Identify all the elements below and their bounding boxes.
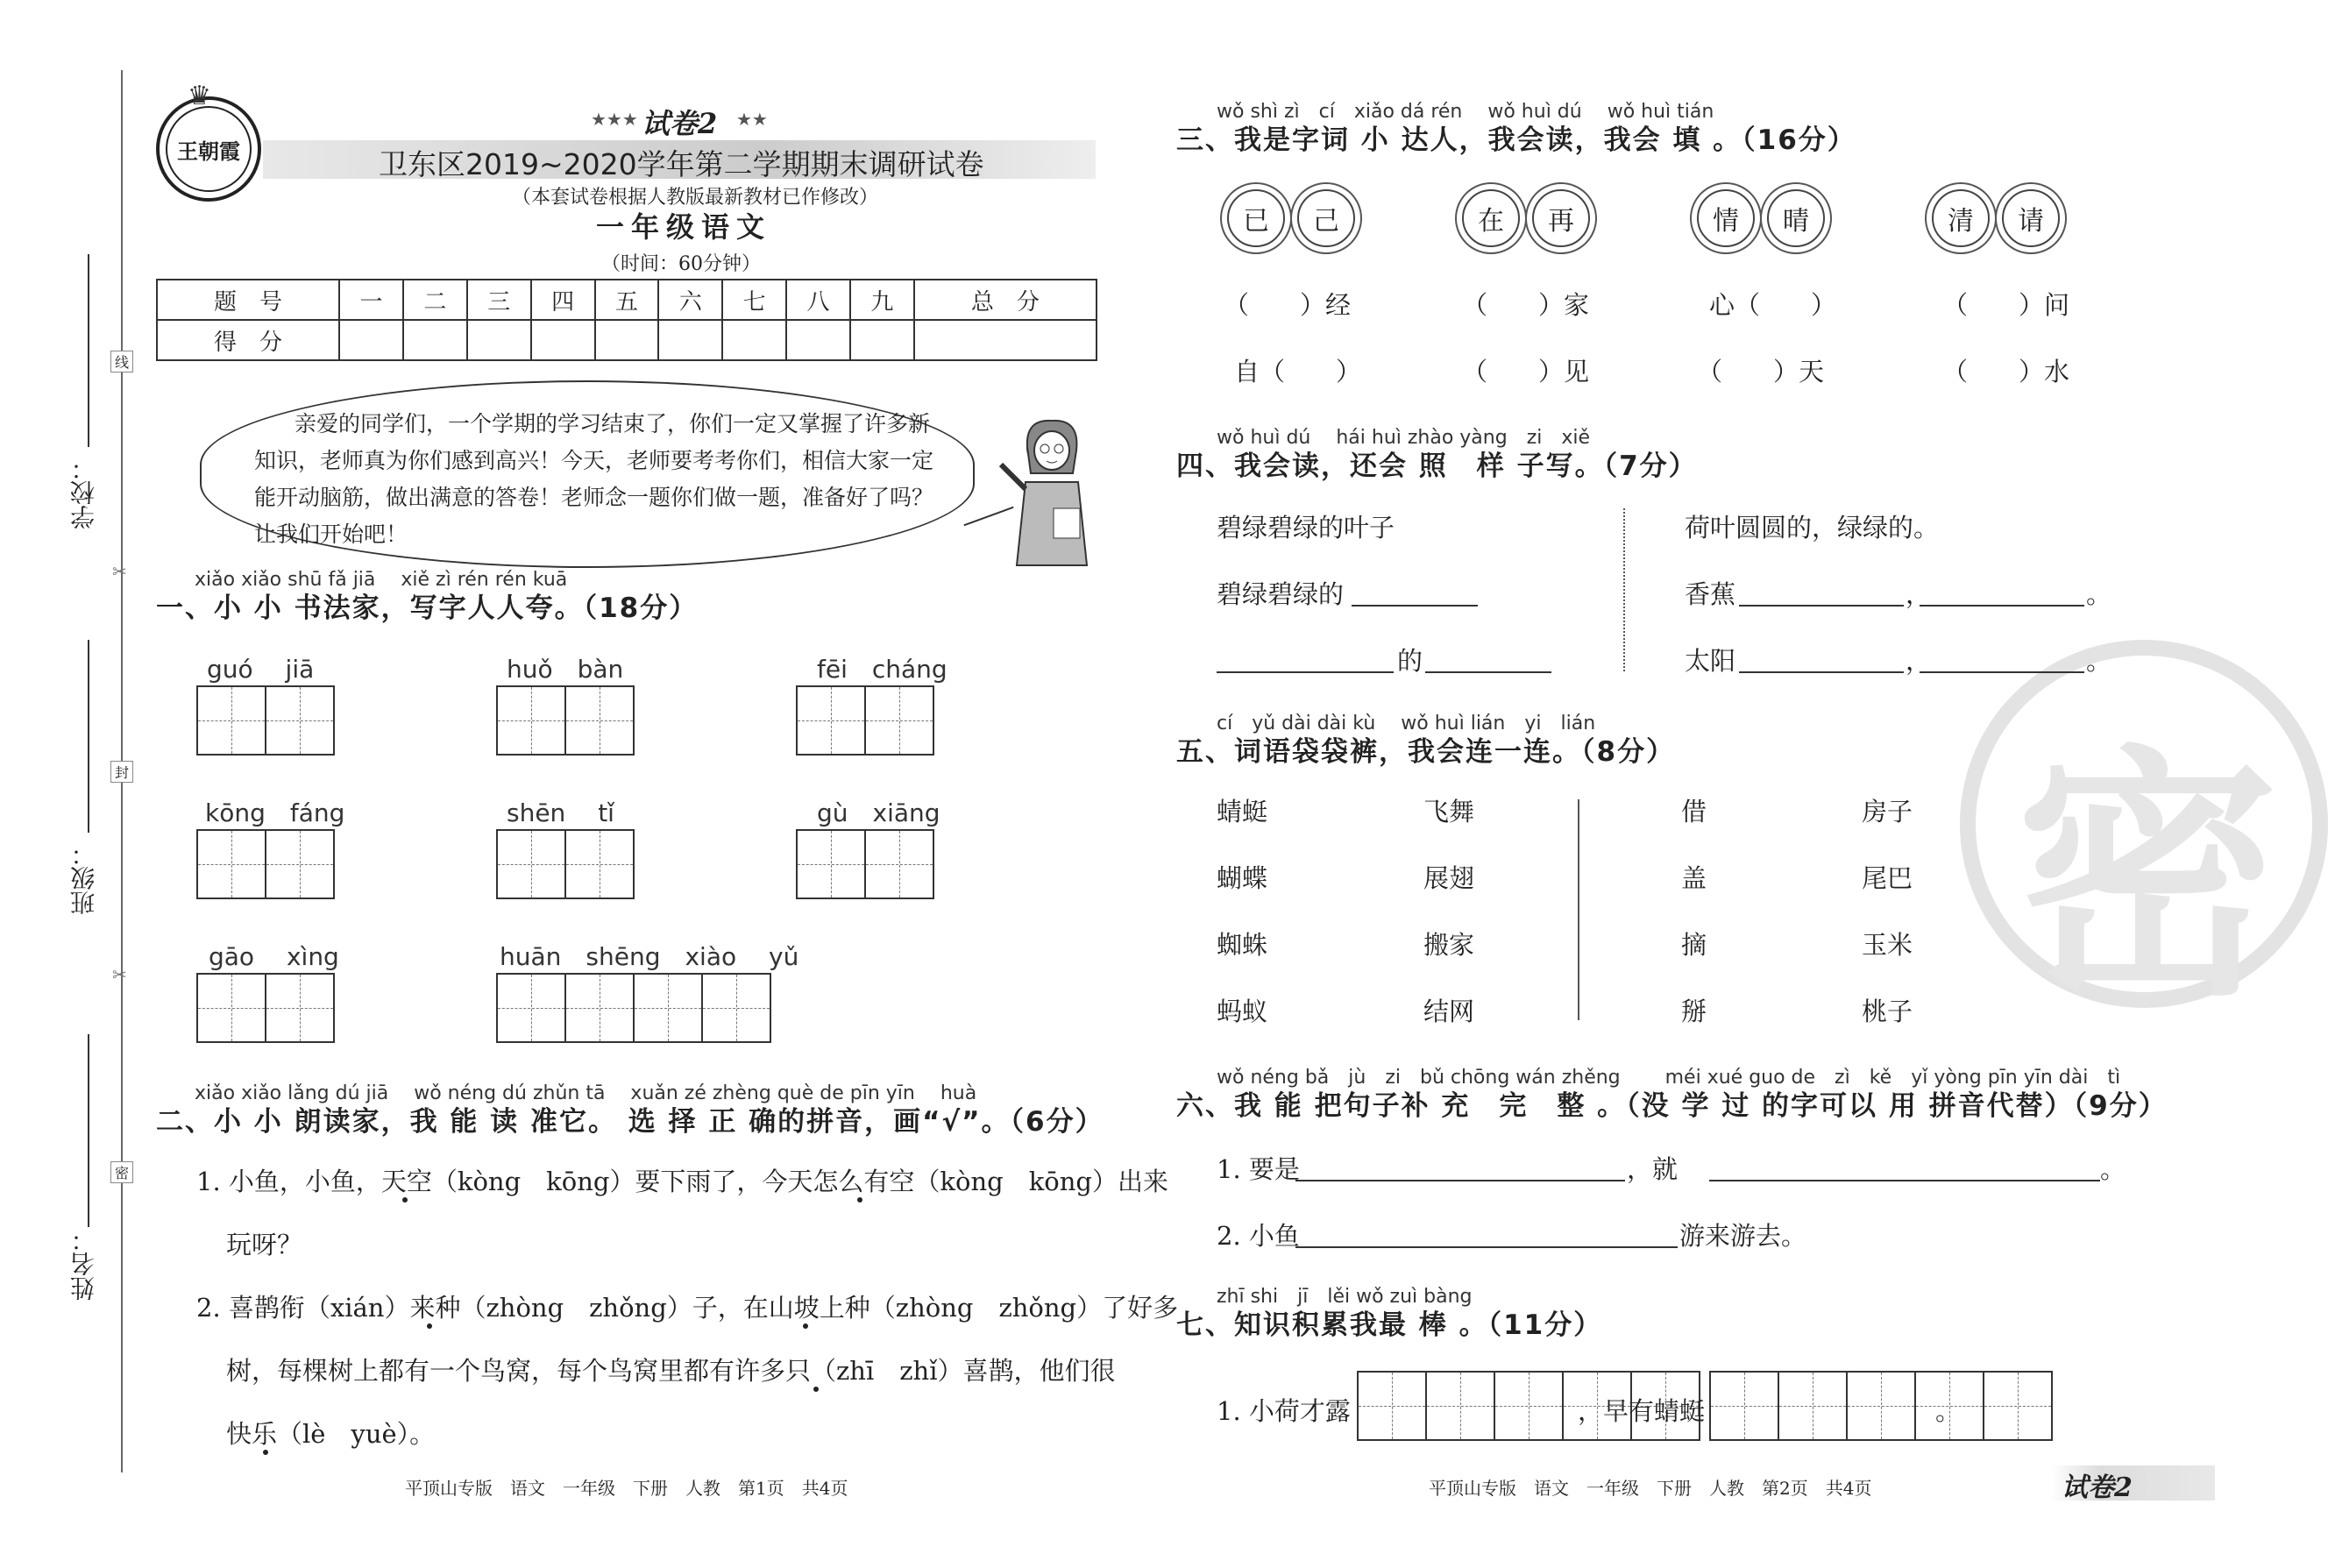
writing-grid[interactable] (196, 685, 335, 756)
brand-logo (156, 96, 261, 202)
school-field[interactable] (88, 254, 89, 447)
score-entry-cell[interactable] (595, 320, 659, 360)
emphasis-dot (803, 1323, 808, 1329)
writing-grid[interactable] (796, 685, 934, 756)
writing-grid[interactable] (496, 829, 635, 899)
q1-word-pinyin: gù xiāng (817, 798, 940, 827)
q6-title: 六、我 能 把句子补 充 完 整 。（没 学 过 的字可以 用 拼音代替）（9分） (1176, 1090, 2168, 1122)
q5-word[interactable]: 展翅 (1423, 863, 1475, 893)
emphasis-dot (857, 1197, 862, 1203)
q4-left-example: 碧绿碧绿的叶子 (1217, 513, 1395, 543)
score-entry-cell[interactable] (403, 320, 467, 360)
q6-s1-mid: ，就 (1627, 1154, 1679, 1184)
q5-word[interactable]: 掰 (1681, 997, 1707, 1026)
score-entry-cell[interactable] (722, 320, 786, 360)
q4-blank[interactable] (1425, 671, 1551, 673)
name-field[interactable] (88, 1034, 89, 1227)
q3-blank[interactable]: （ ）问 (1942, 290, 2070, 320)
q6-pinyin: wǒ néng bǎ jù zi bǔ chōng wán zhěng méi xué guo de zì kě yǐ yòng pīn yīn dài tì (1217, 1067, 2121, 1089)
q1-word-pinyin: shēn tǐ (507, 798, 614, 827)
score-header-label: 题 号 (157, 280, 339, 320)
bubble-line-2: 知识，老师真为你们感到高兴！今天，老师要考考你们，相信大家一定 (254, 448, 934, 473)
q5-word[interactable]: 房子 (1862, 797, 1913, 827)
flower-char: 己 (1297, 189, 1355, 247)
q5-word[interactable]: 搬家 (1423, 930, 1475, 960)
q7-s1-mid: ，早有蜻蜓 (1578, 1396, 1706, 1426)
q6-s2-start: 2. 小鱼 (1217, 1221, 1300, 1251)
q4-left-2: 碧绿碧绿的 (1217, 579, 1345, 609)
writing-grid[interactable] (796, 829, 934, 899)
score-header-cell: 三 (467, 280, 531, 320)
q5-pinyin: cí yǔ dài dài kù wǒ huì lián yi lián (1217, 713, 1596, 734)
q3-blank[interactable]: 自（ ） (1234, 357, 1362, 387)
emphasis-dot (263, 1450, 268, 1455)
q5-word[interactable]: 蝴蝶 (1217, 863, 1268, 893)
q4-comma: ， (1906, 579, 1932, 609)
q5-word[interactable]: 尾巴 (1862, 863, 1913, 893)
header-stars-left: ★★★ (591, 109, 638, 130)
q4-blank[interactable] (1920, 671, 2084, 673)
score-entry-cell[interactable] (339, 320, 403, 360)
score-entry-cell[interactable] (786, 320, 850, 360)
q4-blank[interactable] (1217, 671, 1394, 673)
q1-pinyin: xiǎo xiǎo shū fǎ jiā xiě zì rén rén kuā (195, 569, 568, 591)
q3-title: 三、我是字词 小 达人，我会读，我会 填 。（16分） (1176, 124, 1856, 156)
q4-period: 。 (2086, 579, 2112, 609)
class-label: 班级： (69, 841, 98, 915)
q1-title: 一、小 小 书法家，写字人人夸。（18分） (156, 592, 699, 624)
footer-left: 平顶山专版 语文 一年级 下册 人教 第1页 共4页 (405, 1478, 848, 1499)
q3-blank[interactable]: （ ）经 (1224, 290, 1352, 320)
q5-word[interactable]: 飞舞 (1423, 797, 1475, 827)
bubble-line-1: 亲爱的同学们，一个学期的学习结束了，你们一定又掌握了许多新 (295, 411, 931, 436)
exam-title: 卫东区2019~2020学年第二学期期末调研试卷 (379, 147, 984, 181)
q4-blank[interactable] (1352, 605, 1478, 607)
score-row-label: 得 分 (157, 320, 339, 360)
teacher-illustration (999, 412, 1104, 570)
scissors-icon: ✂ (112, 964, 127, 985)
q6-blank[interactable] (1709, 1180, 2100, 1181)
scissors-icon: ✂ (112, 561, 127, 582)
brand-logo-text: 王朝霞 (177, 138, 240, 164)
q4-period: 。 (2086, 646, 2112, 676)
q2-line-2: 玩呀？ (226, 1230, 303, 1259)
footer-right: 平顶山专版 语文 一年级 下册 人教 第2页 共4页 (1429, 1478, 1872, 1499)
score-entry-cell[interactable] (531, 320, 595, 360)
flower-char: 在 (1462, 189, 1520, 247)
school-label: 学校： (69, 456, 98, 529)
q2-title: 二、小 小 朗读家，我 能 读 准它。 选 择 正 确的拼音，画“√”。（6分） (156, 1106, 1104, 1138)
mark-close: 密 (110, 1161, 133, 1183)
q5-word[interactable]: 蜘蛛 (1217, 930, 1268, 960)
score-header-cell: 五 (595, 280, 659, 320)
flower-char: 再 (1532, 189, 1590, 247)
q4-right-example: 荷叶圆圆的，绿绿的。 (1685, 513, 1940, 543)
q4-pinyin: wǒ huì dú hái huì zhào yàng zi xiě (1217, 427, 1591, 449)
q1-word-pinyin: huān shēng xiào yǔ (500, 942, 799, 971)
q2-line-5: 快乐（lè yuè）。 (226, 1419, 436, 1449)
score-header-cell: 七 (722, 280, 786, 320)
q4-blank[interactable] (1739, 605, 1904, 607)
bubble-line-4: 让我们开始吧！ (254, 521, 408, 547)
q1-word-pinyin: fēi cháng (817, 655, 948, 684)
q4-right-2: 香蕉 (1685, 579, 1736, 609)
emphasis-dot (813, 1387, 819, 1392)
q1-word-pinyin: guó jiā (207, 655, 315, 684)
footer-tag: 试卷2 (2062, 1472, 2133, 1503)
q2-line-3: 2. 喜鹊衔（xián）来种（zhòng zhǒng）子，在山坡上种（zhòng zhǒng）了好多 (196, 1293, 1179, 1323)
flower-char: 已 (1227, 189, 1285, 247)
q6-blank[interactable] (1295, 1246, 1678, 1248)
subject-title: 一年级语文 (596, 210, 772, 244)
q2-pinyin: xiǎo xiǎo lǎng dú jiā wǒ néng dú zhǔn tā xuǎn zé zhèng què de pīn yīn huà (195, 1082, 977, 1104)
q3-blank[interactable]: （ ）天 (1697, 357, 1825, 387)
q2-line-1: 1. 小鱼，小鱼，天空（kòng kōng）要下雨了，今天怎么有空（kòng kōng）出来 (196, 1167, 1168, 1196)
score-entry-cell[interactable] (467, 320, 531, 360)
score-header-cell: 九 (850, 280, 914, 320)
q1-word-pinyin: huǒ bàn (507, 655, 624, 684)
score-header-cell: 四 (531, 280, 595, 320)
score-header-cell: 总 分 (914, 280, 1097, 320)
q7-title: 七、知识积累我最 棒 。（11分） (1176, 1309, 1603, 1341)
class-field[interactable] (88, 640, 89, 833)
q5-word[interactable]: 玉米 (1862, 930, 1913, 960)
q5-word[interactable]: 借 (1681, 797, 1707, 827)
q4-divider (1623, 508, 1625, 671)
q5-divider (1578, 799, 1579, 1020)
q6-s1-start: 1. 要是 (1217, 1154, 1300, 1184)
exam-time: （时间：60分钟） (601, 253, 761, 275)
q4-comma: ， (1906, 646, 1932, 676)
exam-note: （本套试卷根据人教版最新教材已作修改） (512, 187, 879, 209)
q6-s2-end: 游来游去。 (1679, 1221, 1807, 1251)
q2-line-4: 树，每棵树上都有一个鸟窝，每个鸟窝里都有许多只（zhī zhǐ）喜鹊，他们很 (226, 1356, 1116, 1386)
score-entry-cell[interactable] (850, 320, 914, 360)
crown-icon: ♛ (188, 81, 211, 111)
q7-s1-start: 1. 小荷才露 (1217, 1396, 1351, 1426)
q3-pinyin: wǒ shì zì cí xiǎo dá rén wǒ huì dú wǒ huì tián (1217, 101, 1714, 123)
name-label: 姓名： (69, 1227, 98, 1301)
flower-char: 情 (1697, 189, 1755, 247)
watermark-seal-char: 密 (2016, 725, 2279, 1031)
mark-line: 线 (110, 351, 133, 372)
q3-blank[interactable]: 心（ ） (1709, 290, 1837, 320)
writing-grid[interactable] (196, 829, 335, 899)
q4-blank[interactable] (1920, 605, 2084, 607)
flower-char: 清 (1932, 189, 1990, 247)
score-header-cell: 六 (658, 280, 722, 320)
q7-s1-end: 。 (1935, 1396, 1962, 1426)
q5-word[interactable]: 蜻蜓 (1217, 797, 1268, 827)
q1-word-pinyin: gāo xìng (209, 942, 339, 971)
q1-word-pinyin: kōng fáng (205, 798, 345, 827)
score-table (156, 279, 1097, 361)
q7-pinyin: zhī shi jī lěi wǒ zuì bàng (1217, 1286, 1473, 1308)
score-entry-cell[interactable] (914, 320, 1097, 360)
q3-blank[interactable]: （ ）水 (1942, 357, 2070, 387)
q5-title: 五、词语袋袋裤，我会连一连。（8分） (1176, 736, 1676, 768)
q7-writing-grid[interactable] (1709, 1371, 2053, 1441)
q4-left-3: 的 (1397, 646, 1423, 676)
q6-s1-end: 。 (2100, 1154, 2126, 1184)
writing-grid[interactable] (496, 685, 635, 756)
writing-grid[interactable] (196, 973, 335, 1043)
flower-char: 请 (2002, 189, 2060, 247)
emphasis-dot (402, 1197, 408, 1203)
q3-blank[interactable]: （ ）见 (1462, 357, 1590, 387)
mark-seal: 封 (110, 761, 133, 783)
q3-blank[interactable]: （ ）家 (1462, 290, 1590, 320)
q5-word[interactable]: 盖 (1681, 863, 1707, 893)
q5-word[interactable]: 蚂蚁 (1217, 997, 1268, 1026)
bubble-line-3: 能开动脑筋，做出满意的答卷！老师念一题你们做一题，准备好了吗？ (254, 485, 934, 510)
score-header-cell: 二 (403, 280, 467, 320)
writing-grid[interactable] (496, 973, 771, 1043)
header-stars-right: ★★ (736, 109, 768, 130)
emphasis-dot (427, 1323, 432, 1329)
q6-blank[interactable] (1295, 1180, 1625, 1181)
flower-char: 晴 (1767, 189, 1825, 247)
q5-word[interactable]: 结网 (1423, 997, 1475, 1026)
q4-title: 四、我会读，还会 照 样 子写。（7分） (1176, 451, 1698, 482)
score-entry-cell[interactable] (658, 320, 722, 360)
score-header-cell: 一 (339, 280, 403, 320)
q4-blank[interactable] (1739, 671, 1904, 673)
series-tag: 试卷2 (642, 107, 718, 140)
score-header-cell: 八 (786, 280, 850, 320)
q5-word[interactable]: 摘 (1681, 930, 1707, 960)
q4-right-3: 太阳 (1685, 646, 1736, 676)
q5-word[interactable]: 桃子 (1862, 997, 1913, 1026)
